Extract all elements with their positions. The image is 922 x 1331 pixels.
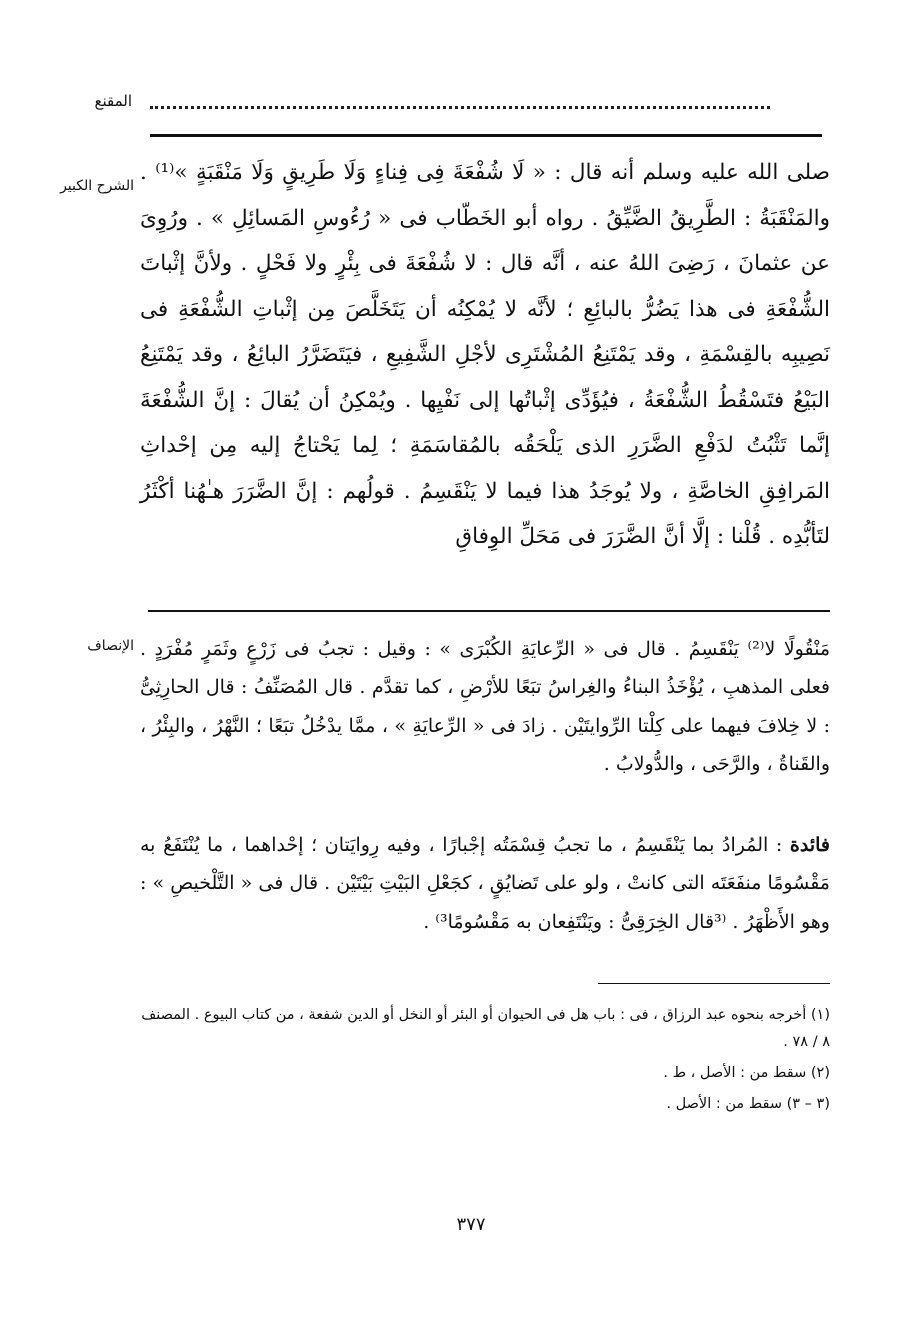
sharh-section (140, 150, 830, 560)
faida-section (140, 826, 830, 941)
insaf-paragraph: مَنْقُولًا لا⁽²⁾ يَنْقَسِمُ . قال فى « الرِّعايَةِ الكُبْرَى » : وقيل : تجبُ فى زَرْعٍ وثَمَرٍ مُفْرَدٍ . فعلى المذهبِ ، يُؤْخَذُ البناءُ والغِراسُ تبَعًا للأرْضِ ، كما تقدَّم . قال المُصَنِّفُ : قال الحارِثِىُّ : لا خِلافَ فيهما على كِلْتا الرِّوايتَيْن . زادَ فى « الرِّعايَةِ » ، ممَّا يدْخُلُ تبَعًا ؛ النَّهْرُ ، والبِئْرُ ، والقَناةُ ، والرَّحَى ، والدُّولابُ . (140, 638, 830, 775)
header-dotted-leader (150, 90, 770, 109)
sharh-paragraph: صلى الله عليه وسلم أنه قال : « لَا شُفْعَةَ فِى فِناءٍ وَلَا طَرِيقٍ وَلَا مَنْقَبَةٍ »⁽¹⁾ . والمَنْقَبَةُ : الطَّرِيقُ الضَّيِّقُ . رواه أبو الخَطّاب فى « رُءُوسِ المَسائِلِ » . ورُوِىَ عن عثمانَ ، رَضِىَ اللهُ عنه ، أنَّه قال : لا شُفْعَةَ فى بِئْرٍ ولا فَحْلٍ . ولأنَّ إثْباتَ الشُّفْعَةِ فى هذا يَضُرُّ بالبائِعِ ؛ لأنَّه لا يُمْكِنُه أن يَتَخَلَّصَ مِن إثْباتِ الشُّفْعَةِ فى نَصِيبِه بالقِسْمَةِ ، وقد يَمْتَنِعُ المُشْتَرِى لأجْلِ الشَّفِيعِ ، فيَتَضَرَّرُ البائِعُ ، وقد يَمْتَنِعُ البَيْعُ فتَسْقُطُ الشُّفْعَةُ ، فيُؤَدِّى إثْباتُها إلى نَفْيِها . ويُمْكِنُ أن يُقالَ : إنَّ الشُّفْعَةَ إنَّما تَثْبُتُ لدَفْعِ الضَّرَرِ الذى يَلْحَقُه بالمُقاسَمَةِ ؛ لِما يَحْتاجُ إليه مِن إحْداثِ المَرافِقِ الخاصَّةِ ، ولا يُوجَدُ هذا فيما لا يَنْقَسِمُ . قولُهم : إنَّ الضَّرَرَ هـٰهُنا أكْثَرُ لتَأبُّدِه . قُلْنا : إلَّا أنَّ الضَّرَرَ فى مَحَلِّ الوِفاقِ (140, 160, 830, 549)
page-number: ٣٧٧ (456, 1214, 486, 1235)
header-rule (150, 134, 822, 137)
insaf-section (140, 630, 830, 783)
running-header-title: المقنع (94, 92, 132, 110)
footnote-2: (٢) سقط من : الأصل ، ط . (663, 1065, 830, 1081)
margin-label-sharh: الشرح الكبير (60, 178, 134, 194)
faida-paragraph (140, 826, 830, 941)
footnotes (140, 1002, 830, 1122)
faida-text: : المُرادُ بما يَنْقَسِمُ ، ما تجبُ قِسْمَتُه إجْبارًا ، وفيه رِوايَتان ؛ إحْداهما ، ما يُنْتَفَعُ به مَقْسُومًا منفَعَتَه التى كانتْ ، ولو على تَضايُقٍ ، كجَعْلِ البَيْتِ بَيْتَيْن . قال فى « التَّلْخيصِ » : وهو الأَظْهَرُ . ⁽³قال الخِرَقِىُّ : ويَنْتَفِعان به مَقْسُومًا³⁾ . (140, 834, 830, 933)
footnote-rule (598, 983, 830, 984)
footnote-1: (١) أخرجه بنحوه عبد الرزاق ، فى : باب هل فى الحيوان أو البئر أو النخل أو الدين شفعة ، من كتاب البيوع . المصنف ٨ / ٧٨ . (141, 1007, 830, 1050)
faida-label: فائدة (789, 834, 830, 856)
margin-label-insaf: الإنصاف (87, 638, 134, 654)
footnote-3: (٣ – ٣) سقط من : الأصل . (666, 1096, 830, 1112)
section-divider (148, 610, 830, 612)
